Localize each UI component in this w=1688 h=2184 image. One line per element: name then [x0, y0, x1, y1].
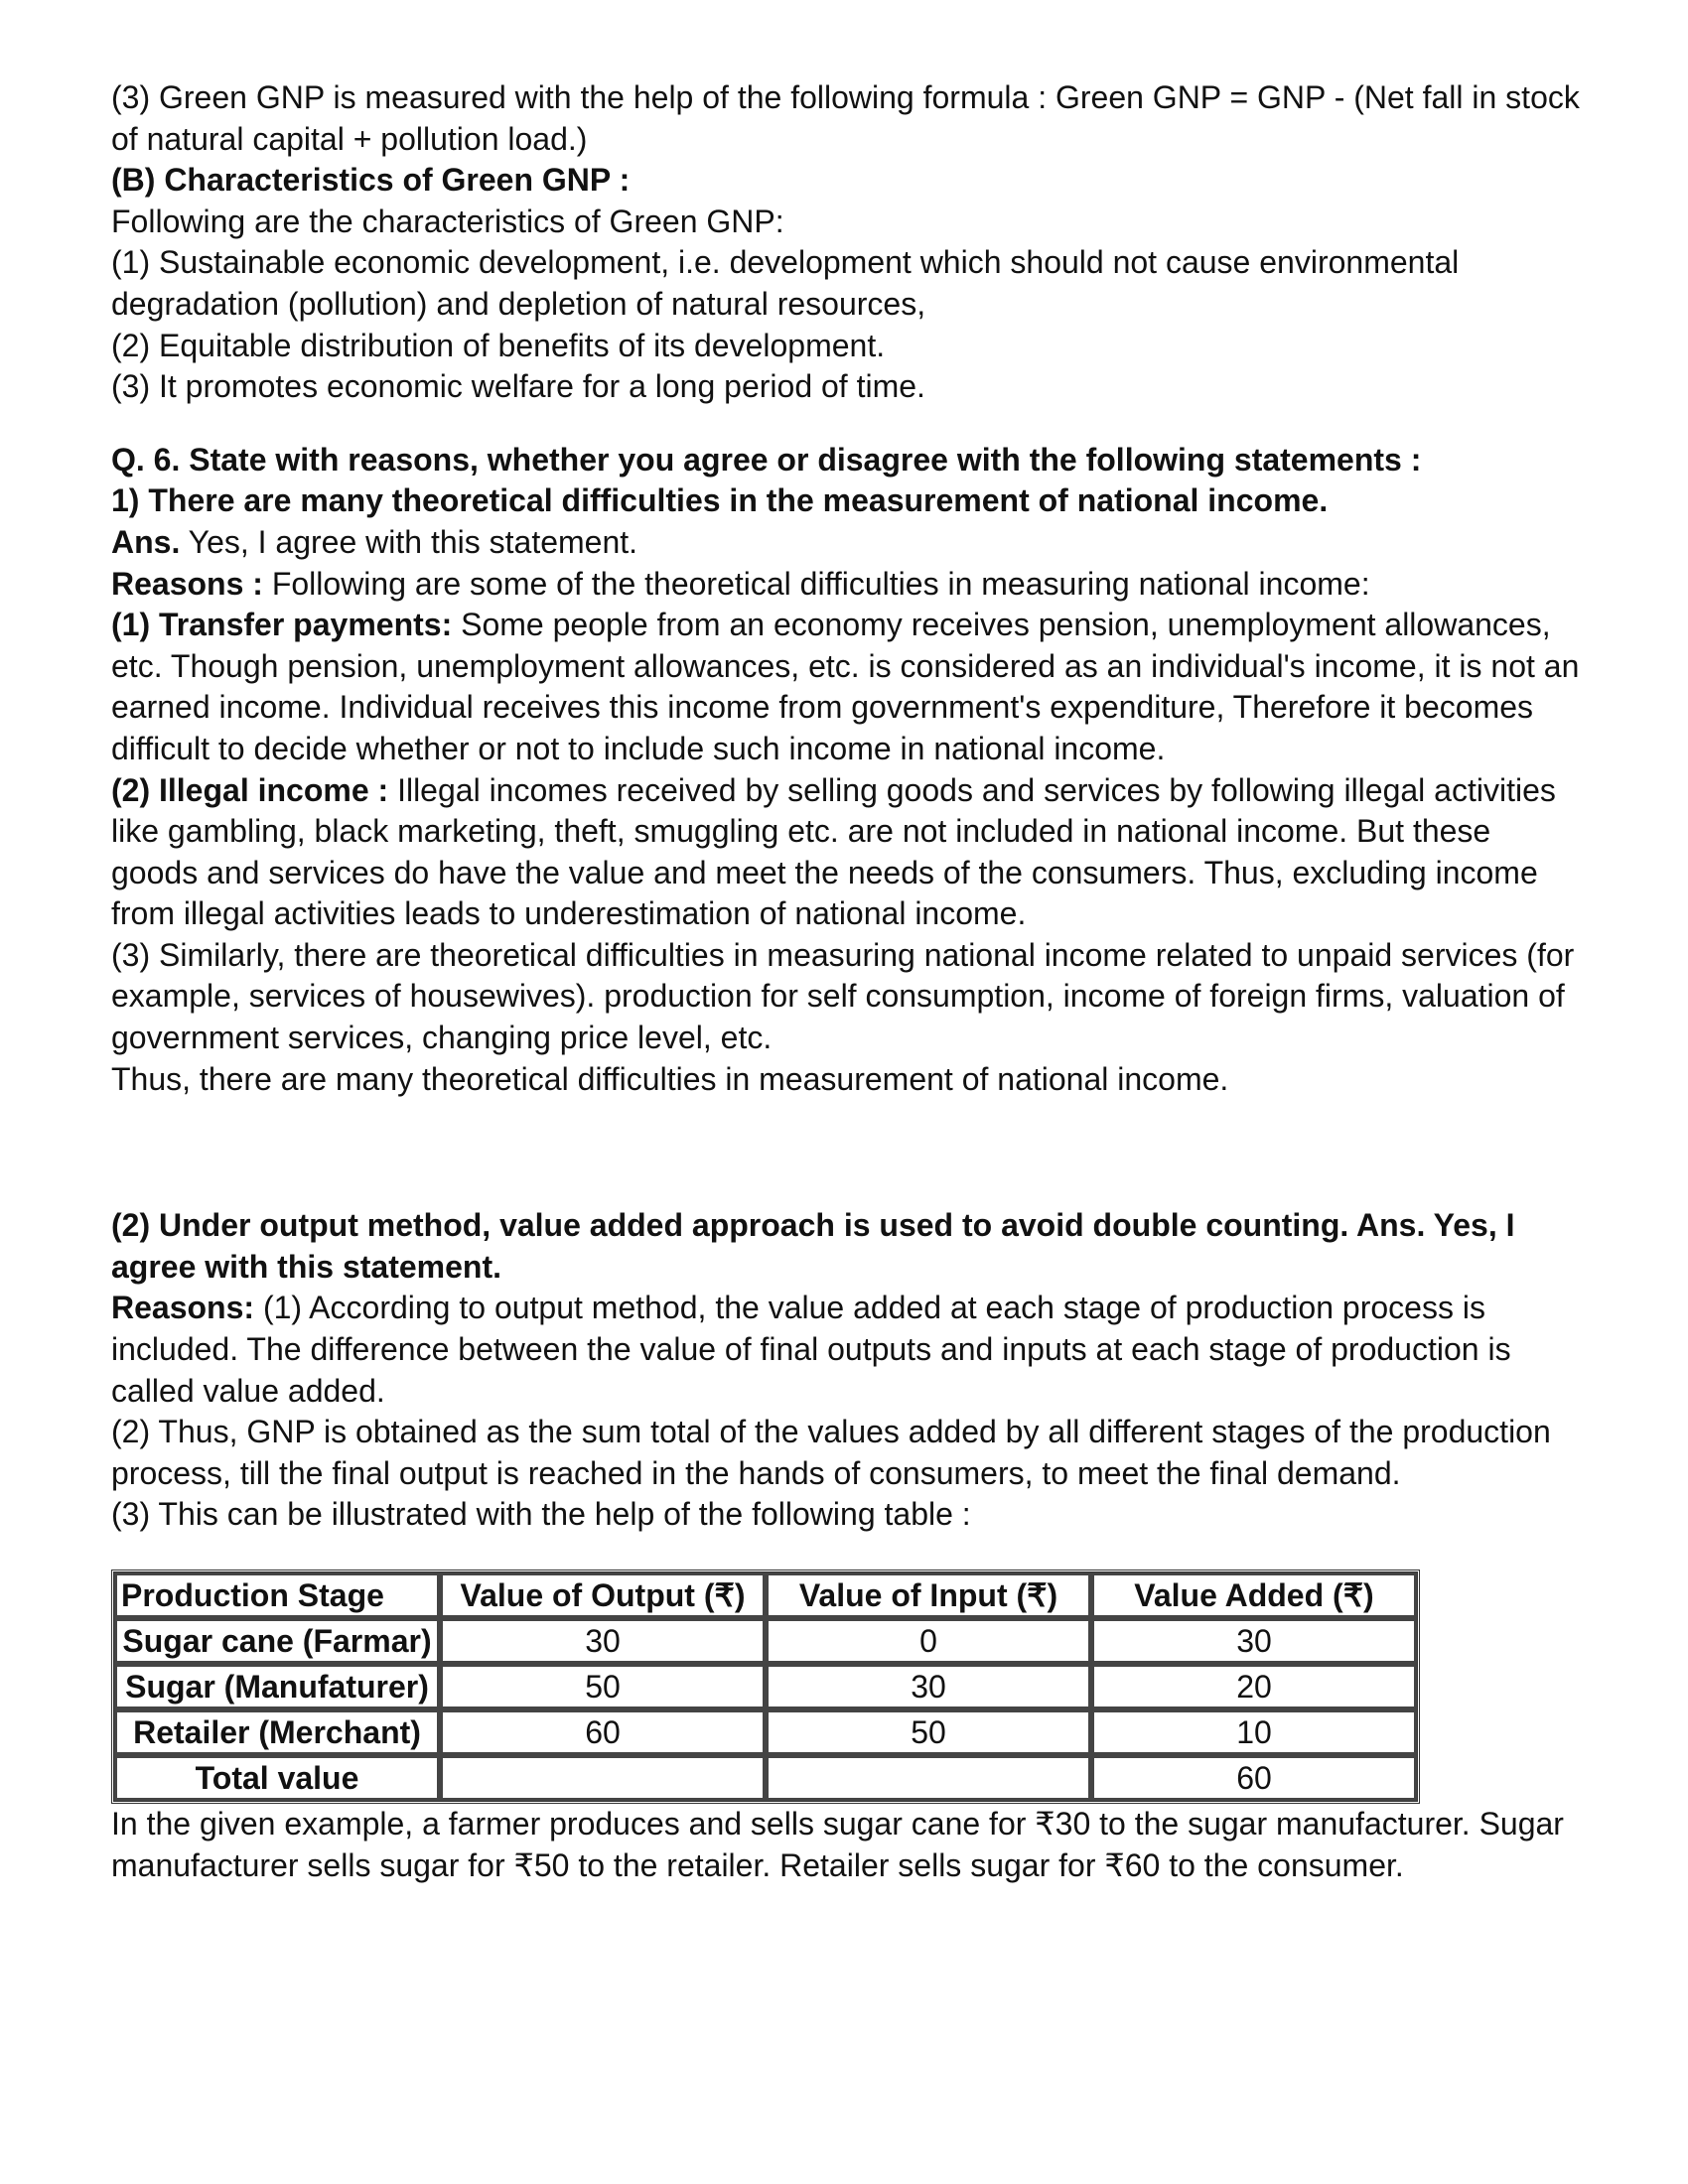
table-row [114, 1618, 1417, 1664]
table-cell: 0 [766, 1618, 1091, 1664]
point-text: Some people from an economy receives pension, unemployment allowances, etc. Though pension, unemployment allowances, etc. is considered as an individual's income, it is not an earned income. Individual receives this income from government's expenditure, Therefore it becomes difficult to decide whether or not to include such income in national income. [111, 607, 1580, 766]
table-header-cell: Production Stage [114, 1572, 440, 1618]
point-transfer-payments [111, 605, 1581, 769]
table-cell [766, 1755, 1091, 1801]
characteristics-intro: Following are the characteristics of Green GNP: [111, 203, 784, 239]
conclusion-1: Thus, there are many theoretical difficulties in measurement of national income. [111, 1060, 1229, 1097]
reason-2-3: (3) This can be illustrated with the help of the following table : [111, 1496, 971, 1533]
reasons-1 [111, 564, 1581, 606]
table-cell: 50 [440, 1664, 766, 1709]
table-cell: 30 [1091, 1618, 1417, 1664]
table-cell: Sugar (Manufaturer) [114, 1664, 440, 1709]
table-cell: Total value [114, 1755, 440, 1801]
closing-paragraph: In the given example, a farmer produces and sells sugar cane for ₹30 to the sugar manufacturer. Sugar manufacturer sells sugar for ₹50 to the retailer. Retailer sells sugar for ₹60 to the consumer. [111, 1806, 1564, 1883]
answer-label: Ans. [111, 523, 181, 560]
reasons-label: Reasons : [111, 565, 263, 602]
table-cell: 10 [1091, 1709, 1417, 1755]
table-cell: 50 [766, 1709, 1091, 1755]
point-illegal-income [111, 770, 1581, 935]
point-text: Illegal incomes received by selling goods and services by following illegal activities like gambling, black marketing, theft, smuggling etc. are not included in national income. But these goods and services do have the value and meet the needs of the consumers. Thus, excluding income from illegal activities leads to underestimation of national income. [111, 771, 1556, 932]
answer-1 [111, 522, 1581, 564]
table-header-cell: Value of Output (₹) [440, 1572, 766, 1618]
table-cell: 30 [440, 1618, 766, 1664]
table-cell: Sugar cane (Farmar) [114, 1618, 440, 1664]
reasons-text: (1) According to output method, the value added at each stage of production process is included. The difference between the value of final outputs and inputs at each stage of production is called value added. [111, 1290, 1511, 1409]
table-cell [440, 1755, 766, 1801]
characteristic-item: (2) Equitable distribution of benefits of its development. [111, 327, 886, 363]
table-cell: 30 [766, 1664, 1091, 1709]
table-total-row [114, 1755, 1417, 1801]
point-similarly: (3) Similarly, there are theoretical difficulties in measuring national income related to unpaid services (for example, services of housewives). production for self consumption, income of foreign firms, valuation of government services, changing price level, etc. [111, 936, 1575, 1056]
question-heading: Q. 6. State with reasons, whether you agree or disagree with the following statements : [111, 441, 1422, 478]
spacer [111, 408, 1581, 440]
table-header-cell: Value Added (₹) [1091, 1572, 1417, 1618]
reason-2-2: (2) Thus, GNP is obtained as the sum total of the values added by all different stages of the production process, till the final output is reached in the hands of consumers, to meet the final demand. [111, 1414, 1551, 1491]
characteristics-heading: (B) Characteristics of Green GNP : [111, 162, 631, 199]
reasons-2 [111, 1288, 1581, 1412]
table-cell: Retailer (Merchant) [114, 1709, 440, 1755]
characteristic-item: (3) It promotes economic welfare for a long period of time. [111, 368, 925, 405]
green-gnp-formula: (3) Green GNP is measured with the help of the following formula : Green GNP = GNP - (Net fall in stock of natural capital + pollution load.) [111, 79, 1580, 157]
characteristic-item: (1) Sustainable economic development, i.e. development which should not cause environmental degradation (pollution) and depletion of natural resources, [111, 244, 1460, 322]
table-row [114, 1709, 1417, 1755]
point-label: (1) Transfer payments: [111, 607, 453, 643]
answer-text: Yes, I agree with this statement. [180, 523, 638, 560]
table-header-row [114, 1572, 1417, 1618]
reasons-label: Reasons: [111, 1290, 255, 1326]
statement-2: (2) Under output method, value added approach is used to avoid double counting. Ans. Yes, I agree with this statement. [111, 1207, 1515, 1285]
statement-1: 1) There are many theoretical difficulties in the measurement of national income. [111, 482, 1329, 519]
spacer [111, 1100, 1581, 1205]
document-page [111, 77, 1581, 1886]
table-row [114, 1664, 1417, 1709]
table-cell: 20 [1091, 1664, 1417, 1709]
value-added-table [111, 1570, 1420, 1804]
table-cell: 60 [1091, 1755, 1417, 1801]
point-label: (2) Illegal income : [111, 771, 389, 808]
reasons-text: Following are some of the theoretical difficulties in measuring national income: [262, 565, 1370, 602]
table-cell: 60 [440, 1709, 766, 1755]
table-header-cell: Value of Input (₹) [766, 1572, 1091, 1618]
